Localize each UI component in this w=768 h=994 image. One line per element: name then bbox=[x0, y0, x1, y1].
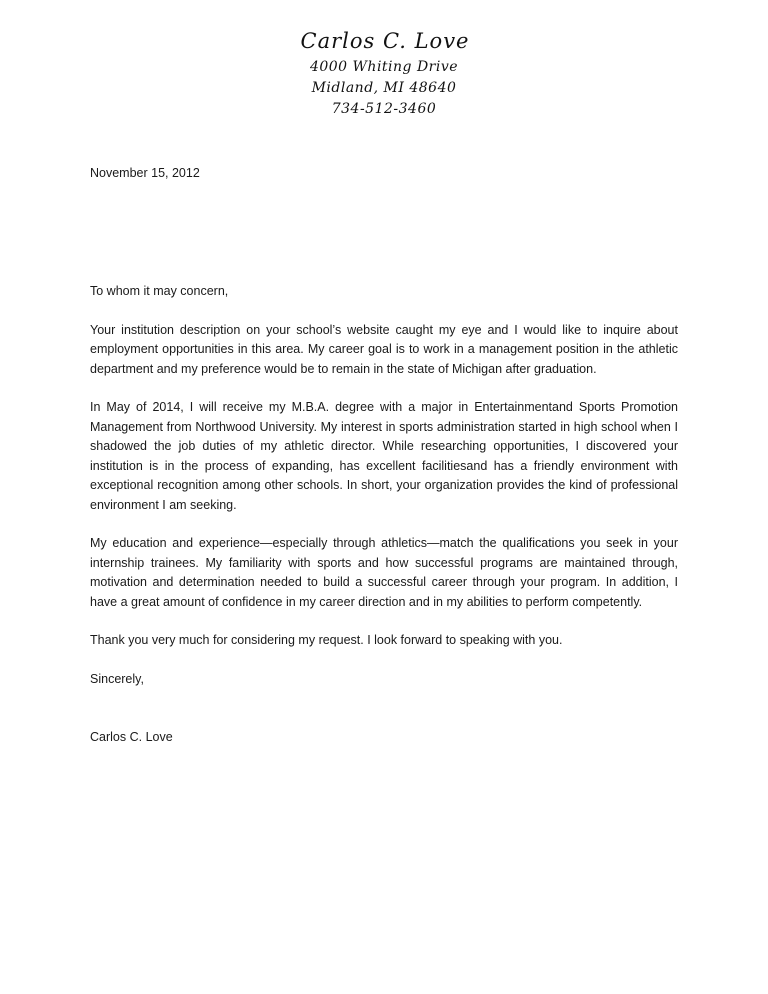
sender-city-state-zip: Midland, MI 48640 bbox=[311, 80, 457, 96]
letter-date: November 15, 2012 bbox=[90, 166, 200, 180]
sender-phone: 734-512-3460 bbox=[331, 101, 437, 117]
closing: Sincerely, bbox=[90, 671, 144, 686]
paragraph-thanks: Thank you very much for considering my request. I look forward to speaking with you. bbox=[90, 633, 563, 647]
paragraph-intro: Your institution description on your school’s website caught my eye and I would like to inquire about employment opportunities in this area. My career goal is to work in a management position in the athletic department and my preference would be to remain in the state of Michigan after graduation. bbox=[90, 322, 678, 376]
sender-street: 4000 Whiting Drive bbox=[309, 59, 459, 75]
letterhead bbox=[0, 26, 768, 120]
salutation: To whom it may concern, bbox=[90, 284, 229, 298]
paragraph-qualifications: My education and experience—especially through athletics—match the qualifications you seek in your internship trainees. My familiarity with sports and how successful programs are maintained through, motivation and determination needed to build a successful career through your program. In addition, I have a great amount of confidence in my career direction and in my abilities to perform competently. bbox=[90, 536, 678, 609]
sender-name: Carlos C. Love bbox=[300, 29, 470, 53]
signature-name: Carlos C. Love bbox=[90, 730, 173, 744]
letter-body bbox=[90, 282, 678, 748]
paragraph-education: In May of 2014, I will receive my M.B.A. degree with a major in Entertainmentand Sports Promotion Management from Northwood University. My interest in sports administration started in high school when I shadowed the job duties of my athletic director. While researching opportunities, I discovered your institution is in the process of expanding, has excellent facilitiesand has a friendly environment with exceptional recognition among other schools. In short, your organization provides the kind of professional environment I am seeking. bbox=[90, 400, 678, 512]
